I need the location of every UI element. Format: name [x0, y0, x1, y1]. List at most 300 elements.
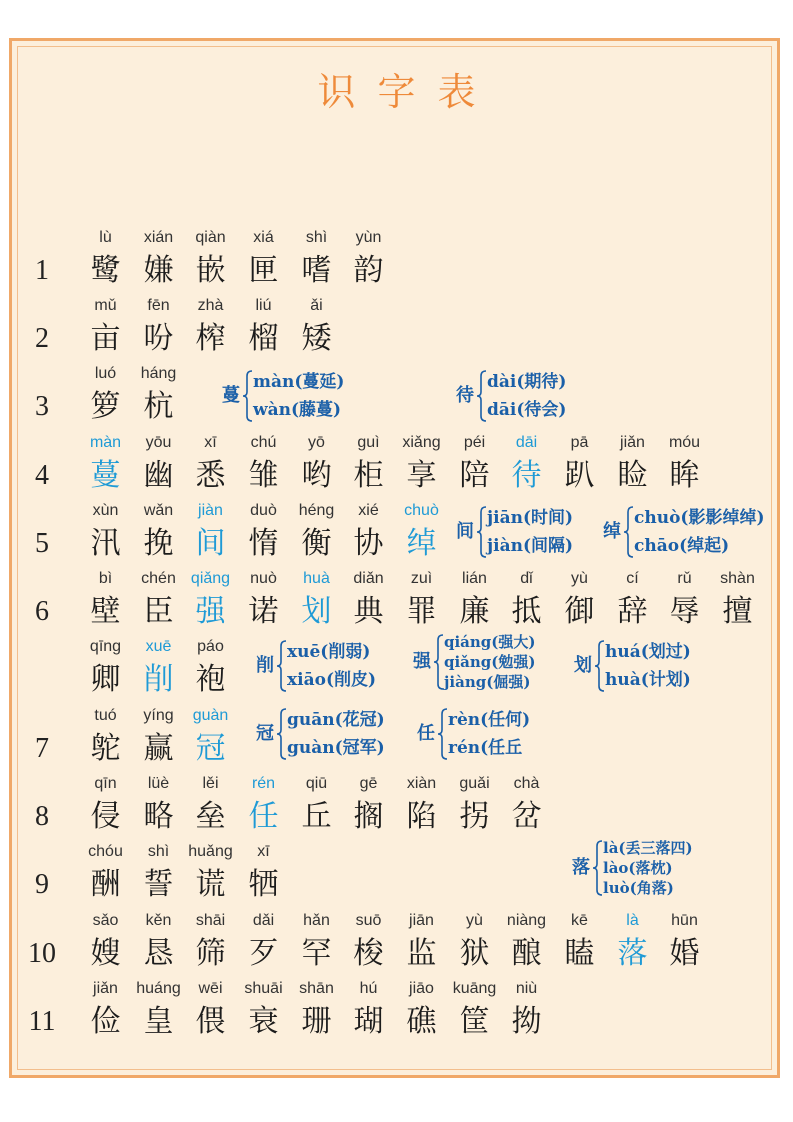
hanzi: 垒 — [195, 799, 226, 834]
pinyin: gē — [359, 775, 378, 792]
character-cell — [448, 432, 501, 498]
character-cell — [79, 227, 132, 293]
hanzi: 罪 — [406, 594, 437, 629]
pinyin: móu — [668, 434, 701, 451]
hanzi: 筛 — [195, 936, 226, 971]
character-cell — [79, 773, 132, 839]
polyphone-reading: huà(计划) — [605, 670, 691, 690]
polyphone-readings — [448, 706, 530, 762]
pinyin: hú — [359, 980, 378, 997]
pinyin: chóu — [88, 843, 123, 860]
pinyin: háng — [140, 365, 177, 382]
row-number: 8 — [35, 801, 49, 832]
character-cell — [553, 568, 606, 634]
hanzi: 牺 — [248, 867, 279, 902]
hanzi: 搁 — [353, 799, 384, 834]
hanzi: 眸 — [669, 458, 700, 493]
character-cell — [132, 432, 185, 498]
polyphone-reading: wàn(藤蔓) — [253, 400, 342, 420]
polyphone-reading: huá(划过) — [605, 642, 691, 662]
character-cell — [79, 295, 132, 361]
character-cell — [184, 500, 237, 566]
character-cell — [132, 910, 185, 976]
polyphone-char: 任 — [417, 723, 435, 744]
brace-icon — [277, 640, 287, 692]
row-number: 9 — [35, 869, 49, 900]
brace-icon — [477, 506, 487, 558]
hanzi: 柜 — [353, 458, 384, 493]
character-cell — [79, 910, 132, 976]
character-cell — [184, 636, 237, 702]
character-cell — [237, 432, 290, 498]
pinyin: xián — [143, 229, 174, 246]
pinyin: xié — [358, 502, 379, 519]
hanzi: 抵 — [511, 594, 542, 629]
pinyin: wǎn — [143, 502, 174, 519]
character-cell — [290, 227, 343, 293]
pinyin: hūn — [671, 912, 698, 929]
pinyin: xiá — [253, 229, 274, 246]
pinyin: zhà — [197, 297, 224, 314]
brace-icon — [434, 634, 444, 690]
polyphone-reading: xuē(削弱) — [287, 642, 371, 662]
pinyin: chén — [141, 570, 176, 587]
pinyin: lù — [99, 229, 112, 246]
character-cell — [132, 773, 185, 839]
character-cell — [79, 705, 132, 771]
pinyin: yù — [466, 912, 483, 929]
table-row — [0, 227, 793, 297]
pinyin: wēi — [198, 980, 223, 997]
pinyin: xùn — [92, 502, 119, 519]
polyphone-reading: dài(期待) — [487, 372, 567, 392]
hanzi: 袍 — [195, 662, 226, 697]
hanzi: 绰 — [406, 526, 437, 561]
pinyin: huǎng — [188, 843, 233, 860]
character-cell — [606, 910, 659, 976]
hanzi: 略 — [143, 799, 174, 834]
polyphone-char: 强 — [413, 651, 431, 672]
row-number: 6 — [35, 596, 49, 627]
polyphone-char: 间 — [456, 521, 474, 542]
hanzi: 珊 — [301, 1004, 332, 1039]
hanzi: 嫂 — [90, 936, 121, 971]
polyphone-readings — [444, 632, 536, 692]
polyphone-char: 落 — [572, 857, 590, 878]
pinyin: lüè — [147, 775, 170, 792]
polyphone-readings — [487, 504, 573, 560]
character-cell — [184, 978, 237, 1044]
character-cell — [184, 432, 237, 498]
character-cell — [132, 568, 185, 634]
pinyin: niàng — [506, 912, 547, 929]
hanzi: 待 — [511, 458, 542, 493]
hanzi: 落 — [617, 936, 648, 971]
pinyin: xī — [257, 843, 270, 860]
hanzi: 冠 — [195, 731, 226, 766]
hanzi: 韵 — [353, 253, 384, 288]
character-cell — [500, 773, 553, 839]
pinyin: là — [626, 912, 639, 929]
character-cell — [237, 841, 290, 907]
pinyin: xiàn — [406, 775, 437, 792]
hanzi: 趴 — [564, 458, 595, 493]
polyphone-readings — [603, 838, 693, 898]
row-number: 1 — [35, 255, 49, 286]
hanzi: 惰 — [248, 526, 279, 561]
row-number: 5 — [35, 528, 49, 559]
pinyin: shì — [305, 229, 328, 246]
hanzi: 榴 — [248, 321, 279, 356]
brace-icon — [438, 708, 448, 760]
hanzi: 丘 — [301, 799, 332, 834]
character-cell — [290, 773, 343, 839]
pinyin: yōu — [145, 434, 172, 451]
character-cell — [237, 227, 290, 293]
hanzi: 削 — [143, 662, 174, 697]
brace-icon — [595, 640, 605, 692]
pinyin: yù — [571, 570, 588, 587]
pinyin: zuì — [410, 570, 433, 587]
hanzi: 侵 — [90, 799, 121, 834]
character-cell — [79, 500, 132, 566]
character-cell — [290, 910, 343, 976]
hanzi: 赢 — [143, 731, 174, 766]
character-cell — [395, 500, 448, 566]
hanzi: 矮 — [301, 321, 332, 356]
hanzi: 瑚 — [353, 1004, 384, 1039]
character-cell — [184, 295, 237, 361]
character-cell — [237, 568, 290, 634]
character-cell — [290, 568, 343, 634]
hanzi: 拐 — [459, 799, 490, 834]
character-cell — [132, 978, 185, 1044]
polyphone-reading: jiàn(间隔) — [487, 536, 574, 556]
character-cell — [342, 773, 395, 839]
hanzi: 俭 — [90, 1004, 121, 1039]
hanzi: 箩 — [90, 389, 121, 424]
pinyin: qiǎng — [190, 570, 231, 587]
pinyin: qīn — [94, 775, 117, 792]
polyphone-readings — [487, 368, 566, 424]
hanzi: 御 — [564, 594, 595, 629]
hanzi: 瞌 — [564, 936, 595, 971]
hanzi: 监 — [406, 936, 437, 971]
hanzi: 任 — [248, 799, 279, 834]
pinyin: tuó — [94, 707, 117, 724]
character-cell — [448, 978, 501, 1044]
pinyin: lián — [462, 570, 487, 587]
hanzi: 悉 — [195, 458, 226, 493]
page-title: 识字表 — [317, 70, 498, 114]
hanzi: 强 — [195, 594, 226, 629]
character-cell — [184, 568, 237, 634]
pinyin: niù — [515, 980, 538, 997]
hanzi: 辱 — [669, 594, 700, 629]
character-cell — [237, 295, 290, 361]
character-cell — [79, 432, 132, 498]
pinyin: dǐ — [520, 570, 533, 587]
polyphone-readings — [605, 638, 691, 694]
character-cell — [395, 432, 448, 498]
pinyin: diǎn — [353, 570, 384, 587]
pinyin: jiǎn — [620, 434, 645, 451]
pinyin: chà — [513, 775, 540, 792]
hanzi: 辞 — [617, 594, 648, 629]
pinyin: kuāng — [452, 980, 497, 997]
character-cell — [132, 295, 185, 361]
character-cell — [658, 910, 711, 976]
pinyin: jiàn — [198, 502, 223, 519]
hanzi: 划 — [301, 594, 332, 629]
pinyin: shì — [147, 843, 170, 860]
hanzi: 皇 — [143, 1004, 174, 1039]
hanzi: 典 — [353, 594, 384, 629]
hanzi: 拗 — [511, 1004, 542, 1039]
pinyin: liú — [255, 297, 272, 314]
pinyin: jiǎn — [93, 980, 118, 997]
polyphone-reading: xiāo(削皮) — [287, 670, 377, 690]
pinyin: yíng — [143, 707, 174, 724]
polyphone-char: 划 — [574, 655, 592, 676]
character-cell — [290, 295, 343, 361]
character-cell — [184, 227, 237, 293]
pinyin: nuò — [250, 570, 277, 587]
character-cell — [658, 432, 711, 498]
polyphone-reading: lào(落枕) — [603, 859, 673, 877]
pinyin: yō — [308, 434, 325, 451]
pinyin: jiān — [409, 912, 434, 929]
polyphone-reading: luò(角落) — [603, 879, 674, 897]
hanzi: 婚 — [669, 936, 700, 971]
pinyin: suō — [355, 912, 382, 929]
polyphone-reading: là(丢三落四) — [603, 839, 693, 857]
hanzi: 壁 — [90, 594, 121, 629]
polyphone-reading: qiǎng(勉强) — [444, 653, 536, 671]
character-cell — [79, 978, 132, 1044]
row-number: 11 — [28, 1006, 56, 1037]
hanzi: 享 — [406, 458, 437, 493]
hanzi: 酿 — [511, 936, 542, 971]
polyphone-char: 冠 — [256, 723, 274, 744]
character-cell — [342, 978, 395, 1044]
character-cell — [606, 432, 659, 498]
pinyin: mǔ — [94, 297, 117, 314]
row-number: 10 — [28, 938, 56, 969]
pinyin: yùn — [355, 229, 382, 246]
polyphone-reading: màn(蔓延) — [253, 372, 345, 392]
hanzi: 诺 — [248, 594, 279, 629]
brace-icon — [243, 370, 253, 422]
hanzi: 睑 — [617, 458, 648, 493]
polyphone-readings — [287, 638, 376, 694]
pinyin: páo — [197, 638, 224, 655]
hanzi: 酬 — [90, 867, 121, 902]
hanzi: 陷 — [406, 799, 437, 834]
pinyin: péi — [463, 434, 486, 451]
pinyin: sǎo — [92, 912, 119, 929]
hanzi: 鸵 — [90, 731, 121, 766]
pinyin: hǎn — [303, 912, 330, 929]
character-cell — [342, 568, 395, 634]
pinyin: huà — [303, 570, 330, 587]
character-cell — [342, 910, 395, 976]
character-cell — [448, 568, 501, 634]
pinyin: màn — [89, 434, 122, 451]
character-cell — [184, 773, 237, 839]
pinyin: shān — [299, 980, 334, 997]
table-row — [0, 705, 793, 775]
hanzi: 间 — [195, 526, 226, 561]
pinyin: ǎi — [310, 297, 323, 314]
brace-icon — [593, 840, 603, 896]
character-cell — [290, 500, 343, 566]
hanzi: 筐 — [459, 1004, 490, 1039]
character-cell — [290, 432, 343, 498]
character-cell — [395, 978, 448, 1044]
pinyin: rén — [251, 775, 276, 792]
character-cell — [132, 227, 185, 293]
character-cell — [237, 500, 290, 566]
character-cell — [606, 568, 659, 634]
hanzi: 恳 — [143, 936, 174, 971]
character-cell — [132, 500, 185, 566]
polyphone-readings — [634, 504, 765, 560]
hanzi: 杭 — [143, 389, 174, 424]
hanzi: 衰 — [248, 1004, 279, 1039]
character-cell — [658, 568, 711, 634]
character-cell — [711, 568, 764, 634]
pinyin: chú — [250, 434, 277, 451]
hanzi: 榨 — [195, 321, 226, 356]
pinyin: duò — [250, 502, 277, 519]
polyphone-reading: jiān(时间) — [487, 508, 574, 528]
pinyin: xiǎng — [402, 434, 441, 451]
brace-icon — [624, 506, 634, 558]
row-number: 3 — [35, 391, 49, 422]
polyphone-reading: rén(任丘 — [448, 738, 523, 758]
pinyin: qiū — [305, 775, 328, 792]
character-cell — [79, 363, 132, 429]
pinyin: huáng — [136, 980, 181, 997]
pinyin: xuē — [145, 638, 172, 655]
hanzi: 偎 — [195, 1004, 226, 1039]
pinyin: dǎi — [252, 912, 275, 929]
character-cell — [132, 363, 185, 429]
character-cell — [79, 636, 132, 702]
hanzi: 鹭 — [90, 253, 121, 288]
row-number: 2 — [35, 323, 49, 354]
brace-icon — [277, 708, 287, 760]
pinyin: guì — [357, 434, 380, 451]
character-cell — [500, 978, 553, 1044]
hanzi: 汛 — [90, 526, 121, 561]
pinyin: kē — [571, 912, 588, 929]
pinyin: shàn — [720, 570, 755, 587]
hanzi: 蔓 — [90, 458, 121, 493]
character-cell — [500, 568, 553, 634]
pinyin: guǎi — [459, 775, 490, 792]
pinyin: qiàn — [195, 229, 226, 246]
hanzi: 嗜 — [301, 253, 332, 288]
polyphone-reading: chuò(影影绰绰) — [634, 508, 765, 528]
character-cell — [395, 910, 448, 976]
hanzi: 擅 — [722, 594, 753, 629]
hanzi: 挽 — [143, 526, 174, 561]
table-row — [0, 432, 793, 502]
character-cell — [553, 910, 606, 976]
character-cell — [448, 910, 501, 976]
character-cell — [184, 910, 237, 976]
pinyin: fēn — [147, 297, 170, 314]
pinyin: héng — [298, 502, 335, 519]
brace-icon — [477, 370, 487, 422]
pinyin: shuāi — [244, 980, 283, 997]
character-cell — [342, 432, 395, 498]
pinyin: guàn — [192, 707, 229, 724]
hanzi: 礁 — [406, 1004, 437, 1039]
polyphone-reading: rèn(任何) — [448, 710, 531, 730]
character-cell — [553, 432, 606, 498]
pinyin: kěn — [145, 912, 172, 929]
hanzi: 岔 — [511, 799, 542, 834]
table-row — [0, 978, 793, 1048]
character-cell — [132, 705, 185, 771]
hanzi: 卿 — [90, 662, 121, 697]
polyphone-readings — [287, 706, 385, 762]
character-cell — [79, 841, 132, 907]
hanzi: 誓 — [143, 867, 174, 902]
row-number: 7 — [35, 733, 49, 764]
hanzi: 廉 — [459, 594, 490, 629]
pinyin: jiāo — [409, 980, 434, 997]
character-cell — [290, 978, 343, 1044]
hanzi: 哟 — [301, 458, 332, 493]
pinyin: shāi — [195, 912, 226, 929]
character-cell — [395, 568, 448, 634]
character-cell — [342, 500, 395, 566]
polyphone-reading: jiàng(倔强) — [444, 673, 531, 691]
character-cell — [500, 432, 553, 498]
hanzi: 幽 — [143, 458, 174, 493]
character-cell — [237, 910, 290, 976]
character-cell — [237, 773, 290, 839]
row-number: 4 — [35, 460, 49, 491]
table-row — [0, 773, 793, 843]
hanzi: 嫌 — [143, 253, 174, 288]
character-cell — [132, 636, 185, 702]
character-cell — [237, 978, 290, 1044]
character-cell — [500, 910, 553, 976]
pinyin: cí — [626, 570, 639, 587]
hanzi: 陪 — [459, 458, 490, 493]
hanzi: 雏 — [248, 458, 279, 493]
pinyin: qīng — [89, 638, 122, 655]
polyphone-char: 蔓 — [222, 385, 240, 406]
hanzi: 臣 — [143, 594, 174, 629]
hanzi: 狱 — [459, 936, 490, 971]
hanzi: 吩 — [143, 321, 174, 356]
character-cell — [184, 841, 237, 907]
pinyin: lěi — [202, 775, 219, 792]
pinyin: luó — [94, 365, 117, 382]
hanzi: 协 — [353, 526, 384, 561]
polyphone-reading: chāo(绰起) — [634, 536, 730, 556]
hanzi: 梭 — [353, 936, 384, 971]
hanzi: 衡 — [301, 526, 332, 561]
polyphone-readings — [253, 368, 344, 424]
character-cell — [448, 773, 501, 839]
